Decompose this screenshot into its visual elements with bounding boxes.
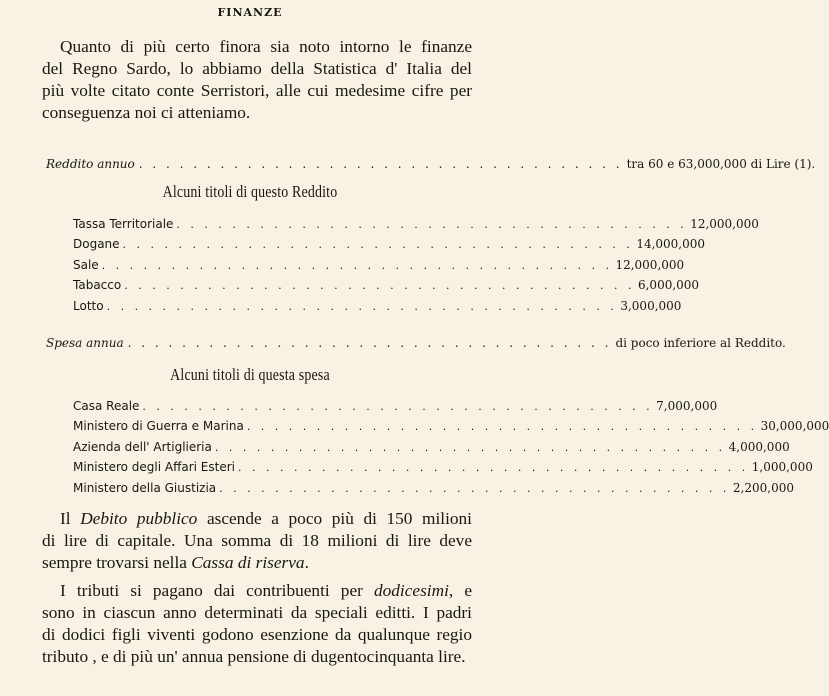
leader-dots: . . . . . . . . . . . . . . . . . . . . . . . . . . . . . . . . . . . . .	[106, 299, 618, 313]
italic-term: Cassa di riserva	[191, 553, 305, 572]
row-item: Sale	[73, 257, 99, 272]
row-item: Casa Reale	[73, 399, 140, 413]
row-amount: 6,000,000	[637, 278, 700, 293]
italic-term: dodicesimi	[374, 581, 449, 600]
row-item: Ministero di Guerra e Marina	[73, 419, 244, 434]
table-row	[73, 257, 685, 278]
debito-paragraph	[42, 508, 472, 574]
spesa-section-title: Alcuni titoli di questa spesa	[170, 365, 330, 384]
row-item: Azienda dell' Artiglieria	[73, 439, 212, 454]
leader-dots: . . . . . . . . . . . . . . . . . . . . . . . . . . . . . . . . . . . . .	[101, 258, 613, 272]
table-row	[73, 298, 682, 319]
intro-paragraph	[42, 36, 472, 124]
row-item: Ministero degli Affari Esteri	[73, 460, 235, 475]
text-run: ascende a poco più di 150 milioni	[197, 509, 472, 528]
table-row	[73, 217, 759, 237]
row-amount: 2,200,000	[732, 480, 794, 495]
row-amount: 4,000,000	[728, 439, 790, 454]
row-amount: 3,000,000	[620, 298, 682, 313]
reddito-value: tra 60 e 63,000,000 di Lire (1).	[626, 157, 816, 171]
table-row	[73, 480, 794, 501]
reddito-summary	[46, 157, 816, 171]
row-amount: 1,000,000	[751, 460, 813, 475]
tributi-line	[42, 580, 472, 602]
table-row	[73, 419, 829, 439]
intro-line: più volte citato conte Serristori, alle cui medesime cifre per	[42, 81, 472, 100]
leader-dots: . . . . . . . . . . . . . . . . . . . . . . . . . . . . . . . . . . . . .	[122, 238, 634, 252]
row-item: Tabacco	[73, 278, 122, 293]
text-run: Il	[60, 509, 81, 528]
spesa-value: di poco inferiore al Reddito.	[615, 336, 786, 350]
row-item: Dogane	[73, 237, 120, 252]
page-header: FINANZE	[217, 6, 283, 19]
debito-line	[42, 508, 472, 530]
leader-dots: . . . . . . . . . . . . . . . . . . . . . . . . . . . . . . . . . . . . .	[176, 218, 688, 231]
tributi-line: sono in ciascun anno determinati da speciali editti. I padri	[42, 603, 472, 622]
leader-dots: . . . . . . . . . . . . . . . . . . . . . . . . . . . . . . . . . . . . .	[219, 481, 730, 495]
table-row	[73, 399, 718, 419]
row-item: Ministero della Giustizia	[73, 480, 217, 495]
spesa-table	[73, 399, 829, 501]
row-amount: 14,000,000	[636, 237, 706, 252]
leader-dots: . . . . . . . . . . . . . . . . . . . . . . . . . . . . . . . . . . . . .	[124, 279, 635, 293]
leader-dots: . . . . . . . . . . . . . . . . . . . . . . . . . . . . . . . . . . . .	[127, 336, 612, 350]
leader-dots: . . . . . . . . . . . . . . . . . . . . . . . . . . . . . . . . . . . . .	[142, 400, 654, 413]
row-amount: 12,000,000	[615, 257, 685, 272]
intro-line: del Regno Sardo, lo abbiamo della Statistica d' Italia del	[42, 59, 472, 78]
spesa-summary	[46, 336, 786, 350]
leader-dots: . . . . . . . . . . . . . . . . . . . . . . . . . . . . . . . . . . . . .	[246, 420, 758, 434]
tributi-line: tributo , e di più un' annua pensione di dugentocinquanta lire.	[42, 647, 466, 666]
tributi-paragraph	[42, 580, 472, 668]
italic-term: Debito pubblico	[80, 509, 198, 528]
text-run: , e	[448, 581, 472, 600]
leader-dots: . . . . . . . . . . . . . . . . . . . . . . . . . . . . . . . . . . . .	[138, 157, 623, 171]
reddito-label: Reddito annuo	[46, 157, 135, 171]
text-run: I tributi si pagano dai contribuenti per	[60, 581, 374, 600]
text-run: .	[304, 553, 309, 572]
row-item: Lotto	[73, 298, 104, 313]
leader-dots: . . . . . . . . . . . . . . . . . . . . . . . . . . . . . . . . . . . . .	[214, 440, 726, 454]
row-amount: 30,000,000	[760, 419, 829, 434]
spesa-label: Spesa annua	[46, 336, 124, 350]
table-row	[73, 237, 706, 257]
debito-line: di lire di capitale. Una somma di 18 milioni di lire deve	[42, 531, 472, 550]
row-amount: 12,000,000	[690, 217, 759, 231]
table-row	[73, 439, 790, 460]
table-row	[73, 278, 700, 298]
tributi-line: di dodici figli viventi godono esenzione da qualunque regio	[42, 625, 472, 644]
table-row	[73, 460, 813, 480]
row-item: Tassa Territoriale	[73, 217, 174, 231]
intro-line: conseguenza noi ci atteniamo.	[42, 103, 251, 122]
reddito-table	[73, 217, 759, 319]
leader-dots: . . . . . . . . . . . . . . . . . . . . . . . . . . . . . . . . . . . . .	[238, 461, 749, 475]
row-amount: 7,000,000	[656, 399, 718, 413]
reddito-section-title: Alcuni titoli di questo Reddito	[162, 182, 338, 201]
debito-line	[42, 552, 472, 574]
text-run: sempre trovarsi nella	[42, 553, 192, 572]
intro-line: Quanto di più certo finora sia noto intorno le finanze	[60, 37, 472, 56]
